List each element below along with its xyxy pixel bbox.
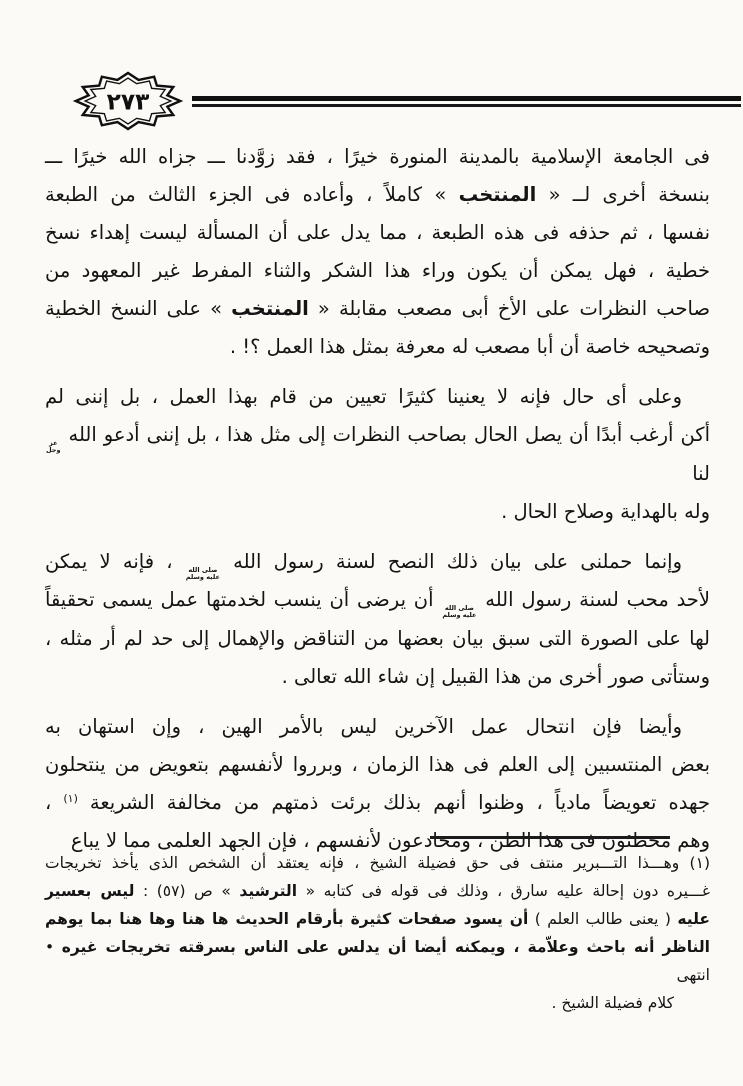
text-run: أن يرضى أن ينسب لخدمتها عمل يسمى تحقيقاً	[45, 588, 442, 612]
text-run: » على النسخ الخطية	[45, 297, 232, 320]
bold-text: أن يسود صفحات كثيرة بأرقام الحديث ها هنا وها هنا بما يوهم	[45, 910, 529, 928]
text-line	[45, 493, 710, 531]
honorific-line: صلى الله	[188, 565, 218, 574]
text-line	[45, 252, 710, 290]
text-line	[45, 378, 710, 416]
text-run: وستأتى صور أخرى من هذا القبيل إن شاء الله تعالى .	[281, 664, 710, 688]
body-text	[45, 138, 710, 860]
paragraph	[45, 849, 710, 1017]
honorific-line: عز	[49, 439, 58, 447]
page-number-ornament	[72, 70, 184, 132]
text-run: وتصحيحه خاصة أن أبا مصعب له معرفة بمثل هذا العمل ؟! .	[229, 335, 710, 358]
text-line	[45, 849, 710, 877]
text-line	[45, 933, 710, 989]
text-line	[45, 214, 710, 252]
text-run: وعلى أى حال فإنه لا يعنينا كثيرًا تعيين من قام بهذا العمل ، بل إننى لم	[45, 385, 682, 408]
honorific-line: عليه وسلم	[442, 611, 477, 620]
footnote-ref: (١)	[63, 791, 78, 805]
text-run: وأيضا فإن انتحال عمل الآخرين ليس بالأمر الهين ، وإن استهان به	[45, 714, 682, 738]
text-run: ( يعنى طالب العلم )	[528, 910, 678, 928]
text-run: بنسخة أخرى لــ «	[536, 183, 710, 206]
text-run: لأحد محب لسنة رسول الله	[477, 588, 710, 612]
text-line	[45, 138, 710, 176]
text-run: كلام فضيلة الشيخ .	[551, 994, 674, 1012]
text-run: » ص (٥٧) :	[134, 882, 240, 900]
text-line	[45, 620, 710, 658]
text-line	[45, 784, 710, 822]
header-double-rule	[192, 96, 741, 107]
text-run: صاحب النظرات على الأخ أبى مصعب مقابلة «	[308, 297, 711, 320]
saw-honorific-icon	[185, 567, 221, 582]
text-run: فى الجامعة الإسلامية بالمدينة المنورة خيرًا ، فقد زوَّدنا ـــ جزاه الله خيرًا ـــ	[45, 145, 710, 168]
paragraph	[45, 543, 710, 696]
footnote	[45, 836, 710, 1017]
text-run: ،	[45, 790, 64, 814]
text-run: بعض المنتسبين إلى العلم فى هذا الزمان ، وبرروا لأنفسهم بتعويض من ينتحلون	[45, 752, 710, 776]
text-run: غـــيره دون إحالة عليه سارق ، وذلك فى قوله فى كتابه «	[297, 882, 711, 900]
text-run: وهم مخطئون فى هذا الظن ، ومخادعون لأنفسهم ، فإن الجهد العلمى مما لا يباع	[70, 828, 710, 852]
text-run: لنا	[692, 461, 710, 485]
text-run: • انتهى	[45, 938, 710, 984]
bold-text: المنتخب	[231, 297, 309, 320]
text-line	[45, 290, 710, 328]
bold-text: عليه	[677, 910, 711, 928]
paragraph	[45, 138, 710, 366]
text-run: (١) وهـــذا التـــبرير منتف فى حق فضيلة الشيخ ، فإنه يعتقد أن الشخص الذى يأخذ تخريجات	[45, 854, 710, 872]
paragraph	[45, 378, 710, 531]
honorific-line: وجل	[46, 446, 61, 455]
text-line	[45, 581, 710, 620]
text-line	[45, 708, 710, 746]
text-line	[45, 416, 710, 493]
text-run: نفسها ، ثم حذفه فى هذه الطبعة ، مما يدل على أن المسألة ليست إهداء نسخ	[45, 221, 710, 244]
azza-wajalla-honorific-icon	[45, 440, 62, 455]
text-line	[45, 658, 710, 696]
text-run: ، فإنه لا يمكن	[45, 549, 185, 573]
text-line	[45, 176, 710, 214]
bold-text: الناظر أنه باحث وعلاّمة ، ويمكنه أيضا أن يدلس على الناس بسرقته تخريجات غيره	[61, 938, 710, 956]
text-line	[45, 328, 710, 366]
bold-text: المنتخب	[458, 183, 537, 206]
text-line	[45, 543, 710, 582]
text-run: وإنما حملنى على بيان ذلك النصح لسنة رسول الله	[220, 549, 683, 573]
text-run: خطية ، فهل يمكن أن يكون وراء هذا الشكر والثناء المفرط غير المعهود من	[45, 259, 710, 282]
page-header	[72, 70, 741, 132]
text-run: لها على الصورة التى سبق بيان بعضها من التناقض والإهمال إلى حد لم أر مثله ،	[45, 626, 710, 650]
text-line	[45, 905, 710, 933]
honorific-line: صلى الله	[444, 604, 474, 613]
text-run: وله بالهداية وصلاح الحال .	[501, 499, 710, 523]
text-run: جهده تعويضاً مادياً ، وظنوا أنهم بذلك برئت ذمتهم من مخالفة الشريعة	[77, 790, 710, 814]
honorific-line: عليه وسلم	[185, 572, 220, 581]
footnote-text	[45, 849, 710, 1017]
page-number: ٢٧٣	[106, 87, 150, 116]
text-line	[45, 746, 710, 784]
footnote-separator	[430, 836, 670, 839]
saw-honorific-icon	[441, 605, 477, 620]
text-run: » كاملاً ، وأعاده فى الجزء الثالث من الطبعة	[45, 183, 459, 206]
text-run: أكن أرغب أبدًا أن يصل الحال بصاحب النظرات إلى مثل هذا ، بل إننى أدعو الله	[61, 423, 710, 446]
text-line	[45, 877, 710, 905]
bold-text: ليس بعسير	[45, 882, 135, 900]
bold-text: الترشيد	[239, 882, 298, 900]
text-line	[45, 989, 710, 1017]
